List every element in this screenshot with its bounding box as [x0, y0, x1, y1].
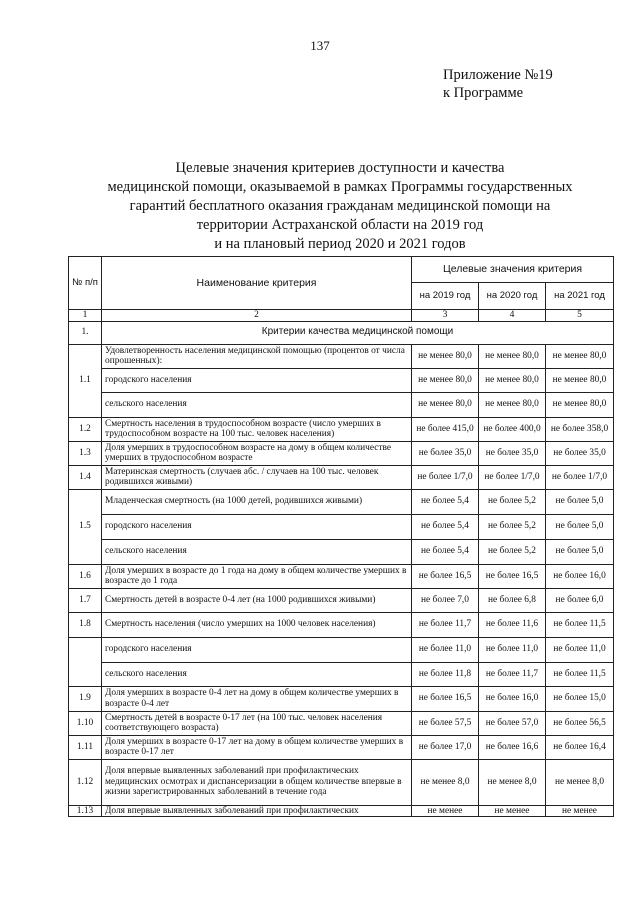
criterion-name: Смертность детей в возрасте 0-17 лет (на 100 тыс. человек населения соответствующего возраста)	[102, 711, 412, 735]
row-number: 1.7	[69, 588, 102, 612]
criterion-name: Младенческая смертность (на 1000 детей, родившихся живыми)	[102, 489, 412, 514]
criterion-name: Удовлетворенность населения медицинской помощью (процентов от числа опрошенных):	[102, 344, 412, 368]
target-value-2021: не более 6,0	[546, 588, 614, 612]
target-value-2020: не менее 80,0	[479, 344, 546, 368]
table-row	[69, 662, 614, 686]
target-value-2021: не более 16,4	[546, 735, 614, 759]
target-value-2019: не более 1/7,0	[412, 465, 479, 489]
table-row	[69, 711, 614, 735]
criterion-name: Доля впервые выявленных заболеваний при профилактических медицинских осмотрах и диспансеризации в общем количестве впервые в жизни зарегистрированных заболеваний в течение года	[102, 759, 412, 805]
target-value-2019: не более 11,0	[412, 637, 479, 662]
header-year-2020: на 2020 год	[479, 283, 546, 310]
table-row	[69, 759, 614, 805]
row-number: 1.9	[69, 686, 102, 711]
column-index: 5	[546, 310, 614, 322]
table-row	[69, 637, 614, 662]
title-line: Целевые значения критериев доступности и качества	[175, 160, 505, 176]
section-row	[69, 321, 614, 344]
section-title: Критерии качества медицинской помощи	[102, 321, 614, 344]
criterion-name: Доля впервые выявленных заболеваний при профилактических	[102, 805, 412, 817]
table-row	[69, 441, 614, 465]
target-value-2019: не более 5,4	[412, 489, 479, 514]
target-value-2020: не более 5,2	[479, 514, 546, 539]
target-value-2020: не более 400,0	[479, 417, 546, 441]
header-year-2019: на 2019 год	[412, 283, 479, 310]
target-value-2021: не более 35,0	[546, 441, 614, 465]
header-year-2021: на 2021 год	[546, 283, 614, 310]
table-row	[69, 686, 614, 711]
title-line: территории Астраханской области на 2019 год	[196, 217, 484, 233]
row-number: 1.13	[69, 805, 102, 817]
row-number: 1.11	[69, 735, 102, 759]
target-value-2020: не менее 80,0	[479, 392, 546, 417]
row-number: 1.1	[69, 344, 102, 417]
target-value-2021: не менее 80,0	[546, 392, 614, 417]
page-number: 137	[310, 38, 330, 53]
table-row	[69, 489, 614, 514]
section-number: 1.	[69, 321, 102, 344]
row-number: 1.12	[69, 759, 102, 805]
target-value-2021: не более 11,0	[546, 637, 614, 662]
table-row	[69, 417, 614, 441]
appendix-note	[443, 66, 553, 102]
target-value-2019: не менее 80,0	[412, 368, 479, 392]
row-number	[69, 637, 102, 686]
title-line: медицинской помощи, оказываемой в рамках Программы государственных	[107, 179, 573, 195]
target-value-2019: не более 11,8	[412, 662, 479, 686]
target-value-2020: не более 16,5	[479, 564, 546, 588]
target-value-2019: не более 11,7	[412, 612, 479, 637]
target-value-2020: не более 11,7	[479, 662, 546, 686]
criterion-name: Доля умерших в трудоспособном возрасте на дому в общем количестве умерших в трудоспособном возрасте	[102, 441, 412, 465]
target-value-2020: не более 16,0	[479, 686, 546, 711]
target-value-2019: не более 415,0	[412, 417, 479, 441]
table-row	[69, 612, 614, 637]
row-number: 1.6	[69, 564, 102, 588]
target-value-2021: не менее 80,0	[546, 344, 614, 368]
target-value-2021: не более 5,0	[546, 539, 614, 564]
title-line: и на плановый период 2020 и 2021 годов	[214, 236, 466, 252]
target-value-2020: не более 1/7,0	[479, 465, 546, 489]
criterion-name: Смертность детей в возрасте 0-4 лет (на 1000 родившихся живыми)	[102, 588, 412, 612]
criterion-name: сельского населения	[102, 539, 412, 564]
criterion-name: городского населения	[102, 368, 412, 392]
target-value-2021: не менее 8,0	[546, 759, 614, 805]
criterion-name: Доля умерших в возрасте 0-4 лет на дому в общем количестве умерших в возрасте 0-4 лет	[102, 686, 412, 711]
column-index: 1	[69, 310, 102, 322]
criteria-table	[68, 256, 614, 817]
row-number: 1.3	[69, 441, 102, 465]
criterion-name: Смертность населения (число умерших на 1000 человек населения)	[102, 612, 412, 637]
table-row	[69, 344, 614, 368]
target-value-2021: не более 5,0	[546, 489, 614, 514]
target-value-2020: не менее 80,0	[479, 368, 546, 392]
target-value-2021: не менее	[546, 805, 614, 817]
target-value-2019: не более 16,5	[412, 564, 479, 588]
table-row	[69, 588, 614, 612]
table-row	[69, 564, 614, 588]
target-value-2020: не более 16,6	[479, 735, 546, 759]
target-value-2020: не менее 8,0	[479, 759, 546, 805]
title-line: гарантий бесплатного оказания гражданам медицинской помощи на	[129, 198, 551, 214]
target-value-2020: не более 11,6	[479, 612, 546, 637]
column-index-row	[69, 310, 614, 322]
target-value-2021: не более 11,5	[546, 662, 614, 686]
target-value-2019: не более 5,4	[412, 514, 479, 539]
target-value-2021: не менее 80,0	[546, 368, 614, 392]
target-value-2019: не менее	[412, 805, 479, 817]
table-row	[69, 514, 614, 539]
row-number: 1.5	[69, 489, 102, 564]
table-row	[69, 735, 614, 759]
header-criterion-name: Наименование критерия	[102, 257, 412, 310]
criteria-table-body	[69, 310, 614, 817]
column-index: 4	[479, 310, 546, 322]
criterion-name: Доля умерших в возрасте до 1 года на дому в общем количестве умерших в возрасте до 1 года	[102, 564, 412, 588]
header-num: № п/п	[69, 257, 102, 310]
table-row	[69, 539, 614, 564]
target-value-2019: не менее 80,0	[412, 392, 479, 417]
table-row	[69, 465, 614, 489]
row-number: 1.10	[69, 711, 102, 735]
target-value-2021: не более 11,5	[546, 612, 614, 637]
target-value-2020: не более 35,0	[479, 441, 546, 465]
criterion-name: городского населения	[102, 637, 412, 662]
row-number: 1.4	[69, 465, 102, 489]
appendix-line: к Программе	[443, 85, 524, 101]
target-value-2019: не более 17,0	[412, 735, 479, 759]
target-value-2021: не более 358,0	[546, 417, 614, 441]
target-value-2020: не более 11,0	[479, 637, 546, 662]
target-value-2020: не более 57,0	[479, 711, 546, 735]
target-value-2019: не менее 80,0	[412, 344, 479, 368]
target-value-2019: не более 5,4	[412, 539, 479, 564]
target-value-2019: не более 35,0	[412, 441, 479, 465]
target-value-2021: не более 16,0	[546, 564, 614, 588]
target-value-2020: не более 6,8	[479, 588, 546, 612]
criterion-name: сельского населения	[102, 392, 412, 417]
row-number: 1.2	[69, 417, 102, 441]
column-index: 3	[412, 310, 479, 322]
criterion-name: городского населения	[102, 514, 412, 539]
target-value-2021: не более 56,5	[546, 711, 614, 735]
document-title	[80, 159, 600, 254]
row-number: 1.8	[69, 612, 102, 637]
table-row	[69, 392, 614, 417]
target-value-2020: не более 5,2	[479, 489, 546, 514]
target-value-2019: не менее 8,0	[412, 759, 479, 805]
target-value-2021: не более 5,0	[546, 514, 614, 539]
column-index: 2	[102, 310, 412, 322]
header-target-values: Целевые значения критерия	[412, 257, 614, 283]
criterion-name: Смертность населения в трудоспособном возрасте (число умерших в трудоспособном возрасте на 100 тыс. человек населения)	[102, 417, 412, 441]
target-value-2019: не более 7,0	[412, 588, 479, 612]
appendix-line: Приложение №19	[443, 67, 553, 83]
table-row	[69, 805, 614, 817]
table-row	[69, 368, 614, 392]
target-value-2020: не более 5,2	[479, 539, 546, 564]
target-value-2021: не более 1/7,0	[546, 465, 614, 489]
target-value-2021: не более 15,0	[546, 686, 614, 711]
target-value-2019: не более 16,5	[412, 686, 479, 711]
target-value-2019: не более 57,5	[412, 711, 479, 735]
target-value-2020: не менее	[479, 805, 546, 817]
criterion-name: Материнская смертность (случаев абс. / случаев на 100 тыс. человек родившихся живыми)	[102, 465, 412, 489]
criterion-name: сельского населения	[102, 662, 412, 686]
criterion-name: Доля умерших в возрасте 0-17 лет на дому в общем количестве умерших в возрасте 0-17 лет	[102, 735, 412, 759]
